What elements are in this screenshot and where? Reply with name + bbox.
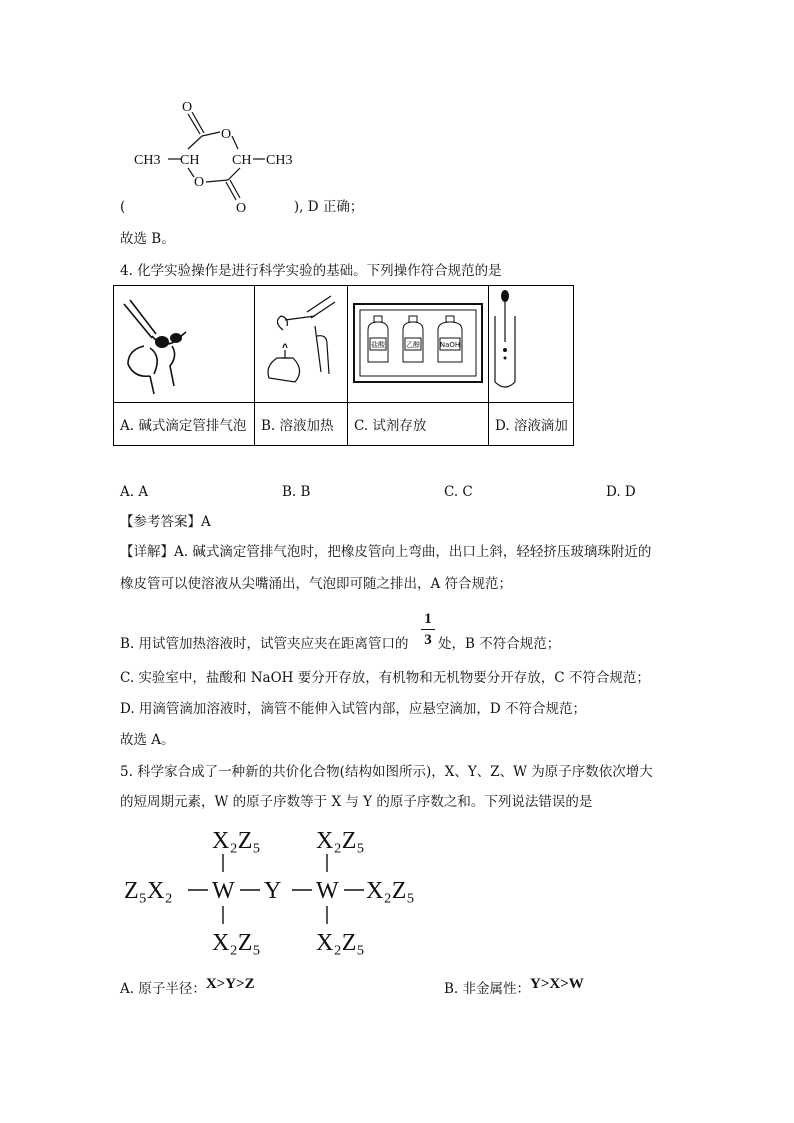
q5-stem-1: 5. 科学家合成了一种新的共价化合物(结构如图所示)，X、Y、Z、W 为原子序数依次增大 [120, 764, 653, 780]
q5-option-a [120, 976, 255, 998]
paren-open: ( [120, 199, 126, 215]
cell-c-image [348, 286, 489, 403]
ch-right: CH [232, 153, 252, 168]
q4-detail-1: 【详解】A. 碱式滴定管排气泡时，把橡皮管向上弯曲，出口上斜，轻轻挤压玻璃珠附近的 [120, 544, 652, 560]
bottle-label-1: 盐酸 [371, 341, 385, 349]
atom-w2: W [316, 878, 339, 904]
choose-b-line: 故选 B。 [120, 231, 175, 247]
group-top-left: X₂Z₅ [212, 828, 261, 854]
fraction-denominator: 3 [424, 632, 432, 648]
cell-d-image [489, 286, 574, 403]
bottle-label-2: 乙醇 [406, 341, 420, 349]
ch-left: CH [180, 153, 200, 168]
q4-answer: 【参考答案】A [120, 514, 211, 530]
q4-choice-a: A. A [120, 484, 149, 500]
q5-option-a-label: A. 原子半径： [120, 981, 206, 997]
burette-bubble-illustration [114, 286, 254, 398]
q4-detail-2: 橡皮管可以使溶液从尖嘴涌出，气泡即可随之排出，A 符合规范； [120, 576, 513, 592]
methyl-left: CH3 [134, 153, 161, 168]
cell-b-image [255, 286, 348, 403]
heating-tube-illustration [255, 286, 347, 398]
methyl-right: CH3 [266, 153, 293, 168]
carbonyl-o-bottom: O [236, 201, 247, 216]
q4-detail-b-pre: B. 用试管加热溶液时，试管夹应夹在距离管口的 [120, 636, 409, 652]
fraction-bar [421, 629, 435, 630]
q4-stem: 4. 化学实验操作是进行科学实验的基础。下列操作符合规范的是 [120, 263, 502, 279]
line-d-correct [120, 198, 363, 216]
cell-a-image [114, 286, 255, 403]
cell-c-label: C. 试剂存放 [348, 403, 489, 446]
ring-o-bottom: O [194, 175, 205, 190]
q4-detail-c: C. 实验室中，盐酸和 NaOH 要分开存放，有机物和无机物要分开存放，C 不符合规范； [120, 670, 650, 686]
atom-w1: W [212, 878, 235, 904]
group-top-right: X₂Z₅ [316, 828, 365, 854]
group-left-end: Z₅X₂ [124, 878, 173, 904]
bottle-label-3: NaOH [439, 341, 461, 349]
q4-choice-d: D. D [606, 484, 636, 500]
q4-conclusion: 故选 A。 [120, 732, 175, 748]
q5-stem-2: 的短周期元素，W 的原子序数等于 X 与 Y 的原子序数之和。下列说法错误的是 [120, 794, 593, 810]
q4-choice-c: C. C [444, 484, 473, 500]
group-right-end: X₂Z₅ [366, 878, 415, 904]
reagent-shelf-illustration [348, 286, 488, 398]
paren-close-text: ), D 正确； [293, 199, 364, 215]
q5-option-a-value: X>Y>Z [205, 976, 255, 992]
q5-option-b-value: Y>X>W [530, 976, 584, 992]
cell-b-label: B. 溶液加热 [255, 403, 348, 446]
q5-option-b [444, 976, 584, 998]
fraction-one-third [420, 610, 436, 649]
q5-structure [120, 818, 430, 958]
fraction-numerator: 1 [424, 611, 432, 627]
q5-option-b-label: B. 非金属性： [444, 981, 531, 997]
q4-operations-table [113, 285, 574, 446]
cell-a-label: A. 碱式滴定管排气泡 [114, 403, 255, 446]
q4-detail-d: D. 用滴管滴加溶液时，滴管不能伸入试管内部，应悬空滴加，D 不符合规范； [120, 701, 587, 717]
group-bottom-right: X₂Z₅ [316, 930, 365, 956]
ring-o-top: O [221, 127, 232, 142]
q4-choice-b: B. B [282, 484, 311, 500]
dropper-tube-illustration [489, 286, 573, 398]
cell-d-label: D. 溶液滴加 [489, 403, 574, 446]
q4-detail-b-post: 处，B 不符合规范； [438, 636, 561, 652]
carbonyl-o-top: O [182, 100, 193, 115]
atom-y: Y [264, 878, 282, 904]
group-bottom-left: X₂Z₅ [212, 930, 261, 956]
